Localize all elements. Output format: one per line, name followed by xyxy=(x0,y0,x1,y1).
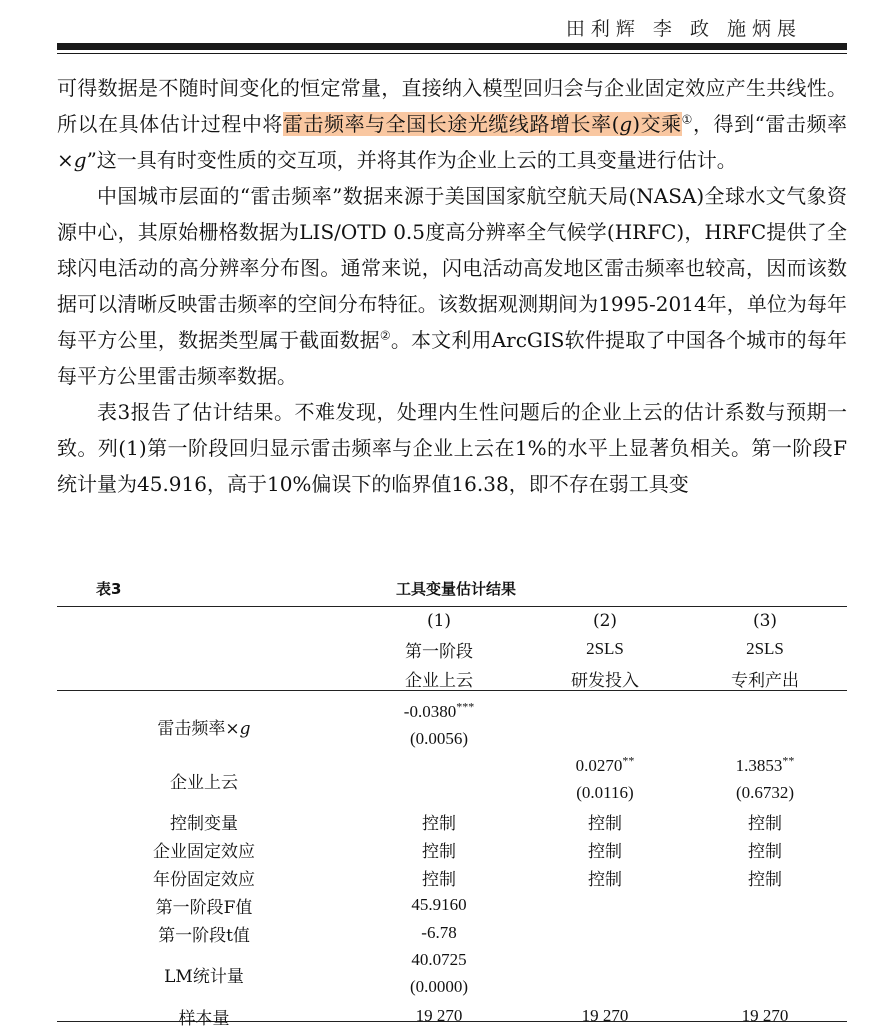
header-thick-rule xyxy=(57,43,847,50)
cell-control: 控制 xyxy=(748,841,782,862)
paragraph-1-rest: ，得到“雷击频率× xyxy=(57,112,847,172)
cell-control: 控制 xyxy=(422,813,456,834)
cell-cloud-se-3: (0.6732) xyxy=(735,783,795,802)
cell-control: 控制 xyxy=(748,869,782,890)
paragraph-2 xyxy=(57,178,847,394)
results-table xyxy=(57,607,847,1031)
cell-cloud-coef-2: 0.0270** xyxy=(575,753,635,775)
footnote-marker-1[interactable]: ① xyxy=(681,112,693,127)
body-text xyxy=(57,70,847,502)
table-label: 表3 xyxy=(96,580,122,598)
table-row xyxy=(57,1001,847,1031)
table-header-row xyxy=(57,607,847,635)
col2-method: 2SLS xyxy=(586,639,624,658)
col1-stage: 第一阶段 xyxy=(405,641,473,662)
col3-dependent-var: 专利产出 xyxy=(731,670,799,691)
table-row xyxy=(57,753,847,779)
col2-dependent-var: 研发投入 xyxy=(571,670,639,691)
cell-n-1: 19 270 xyxy=(415,1006,463,1025)
footnote-marker-2[interactable]: ② xyxy=(379,328,391,343)
cell-control: 控制 xyxy=(422,869,456,890)
paragraph-1-rest2: ”这一具有时变性质的交互项，并将其作为企业上云的工具变量进行估计。 xyxy=(86,148,737,172)
table-row xyxy=(57,699,847,725)
cell-control: 控制 xyxy=(748,813,782,834)
row-label-cloud: 企业上云 xyxy=(170,772,238,793)
cell-iv-se: (0.0056) xyxy=(409,729,469,748)
cell-first-stage-f: 45.9160 xyxy=(411,895,467,914)
cell-first-stage-t: -6.78 xyxy=(421,923,457,942)
running-header-authors: 田利辉 李 政 施炳展 xyxy=(565,18,802,40)
cell-control: 控制 xyxy=(422,841,456,862)
cell-cloud-coef-3: 1.3853** xyxy=(735,753,795,775)
row-label-sample-size: 样本量 xyxy=(178,1008,230,1029)
row-label-first-stage-t: 第一阶段t值 xyxy=(158,925,250,946)
col1-dependent-var: 企业上云 xyxy=(405,670,473,691)
paragraph-2-rest: 。本文利用ArcGIS软件提取了中国各个城市的每年每平方公里雷击频率数据。 xyxy=(57,328,847,388)
row-label-lm: LM统计量 xyxy=(164,966,244,987)
cell-n-3: 19 270 xyxy=(741,1006,789,1025)
col1-number: (1) xyxy=(426,611,452,631)
cell-n-2: 19 270 xyxy=(581,1006,629,1025)
highlight-text-b: )交乘 xyxy=(632,112,682,136)
col3-number: (3) xyxy=(752,611,778,631)
col2-number: (2) xyxy=(592,611,618,631)
table-title: 工具变量估计结果 xyxy=(395,580,516,598)
table-row xyxy=(57,863,847,891)
cell-control: 控制 xyxy=(588,869,622,890)
paragraph-2-text: 中国城市层面的“雷击频率”数据来源于美国国家航空航天局(NASA)全球水文气象资源中心，其原始栅格数据为LIS/OTD 0.5度高分辨率全气候学(HRFC)，HRFC提供了全球闪电活动的高分辨率分布图。通常来说，闪电活动高发地区雷击频率也较高，因而该数据可以清晰反映雷击频率的空间分布特征。该数据观测期间为1995-2014年，单位为每年每平方公里，数据类型属于截面数据 xyxy=(57,184,847,352)
row-label-firm-fe: 企业固定效应 xyxy=(153,841,255,862)
highlighted-phrase[interactable] xyxy=(283,112,682,136)
paragraph-1-g: g xyxy=(73,148,87,172)
cell-control: 控制 xyxy=(588,813,622,834)
paragraph-1-text: 可得数据是不随时间变化的恒定常量，直接纳入模型回归会与企业固定效应产生共线性。所以在具体估计过程中将 xyxy=(57,76,847,136)
cell-control: 控制 xyxy=(588,841,622,862)
row-label-iv: 雷击频率×g xyxy=(157,718,251,739)
paragraph-3: 表3报告了估计结果。不难发现，处理内生性问题后的企业上云的估计系数与预期一致。列(1)第一阶段回归显示雷击频率与企业上云在1%的水平上显著负相关。第一阶段F统计量为45.916，高于10%偏误下的临界值16.38，即不存在弱工具变 xyxy=(57,400,847,496)
cell-cloud-se-2: (0.0116) xyxy=(576,783,634,802)
header-thin-rule xyxy=(57,53,847,54)
row-label-year-fe: 年份固定效应 xyxy=(153,869,255,890)
paragraph-1 xyxy=(57,70,847,178)
highlight-text-a: 雷击频率与全国长途光缆线路增长率( xyxy=(282,112,620,136)
row-label-controls: 控制变量 xyxy=(170,813,238,834)
cell-lm-p: (0.0000) xyxy=(409,977,469,996)
table-row xyxy=(57,835,847,863)
table-row xyxy=(57,807,847,835)
col3-method: 2SLS xyxy=(746,639,784,658)
highlight-g: g xyxy=(619,112,633,136)
cell-lm: 40.0725 xyxy=(411,950,467,969)
table-row xyxy=(57,919,847,947)
cell-iv-coef: -0.0380*** xyxy=(403,699,475,721)
table-header-row xyxy=(57,635,847,663)
table-row xyxy=(57,947,847,973)
table-header-row xyxy=(57,663,847,693)
table-row xyxy=(57,891,847,919)
header-empty-cell xyxy=(57,607,351,635)
row-label-first-stage-f: 第一阶段F值 xyxy=(155,897,253,918)
